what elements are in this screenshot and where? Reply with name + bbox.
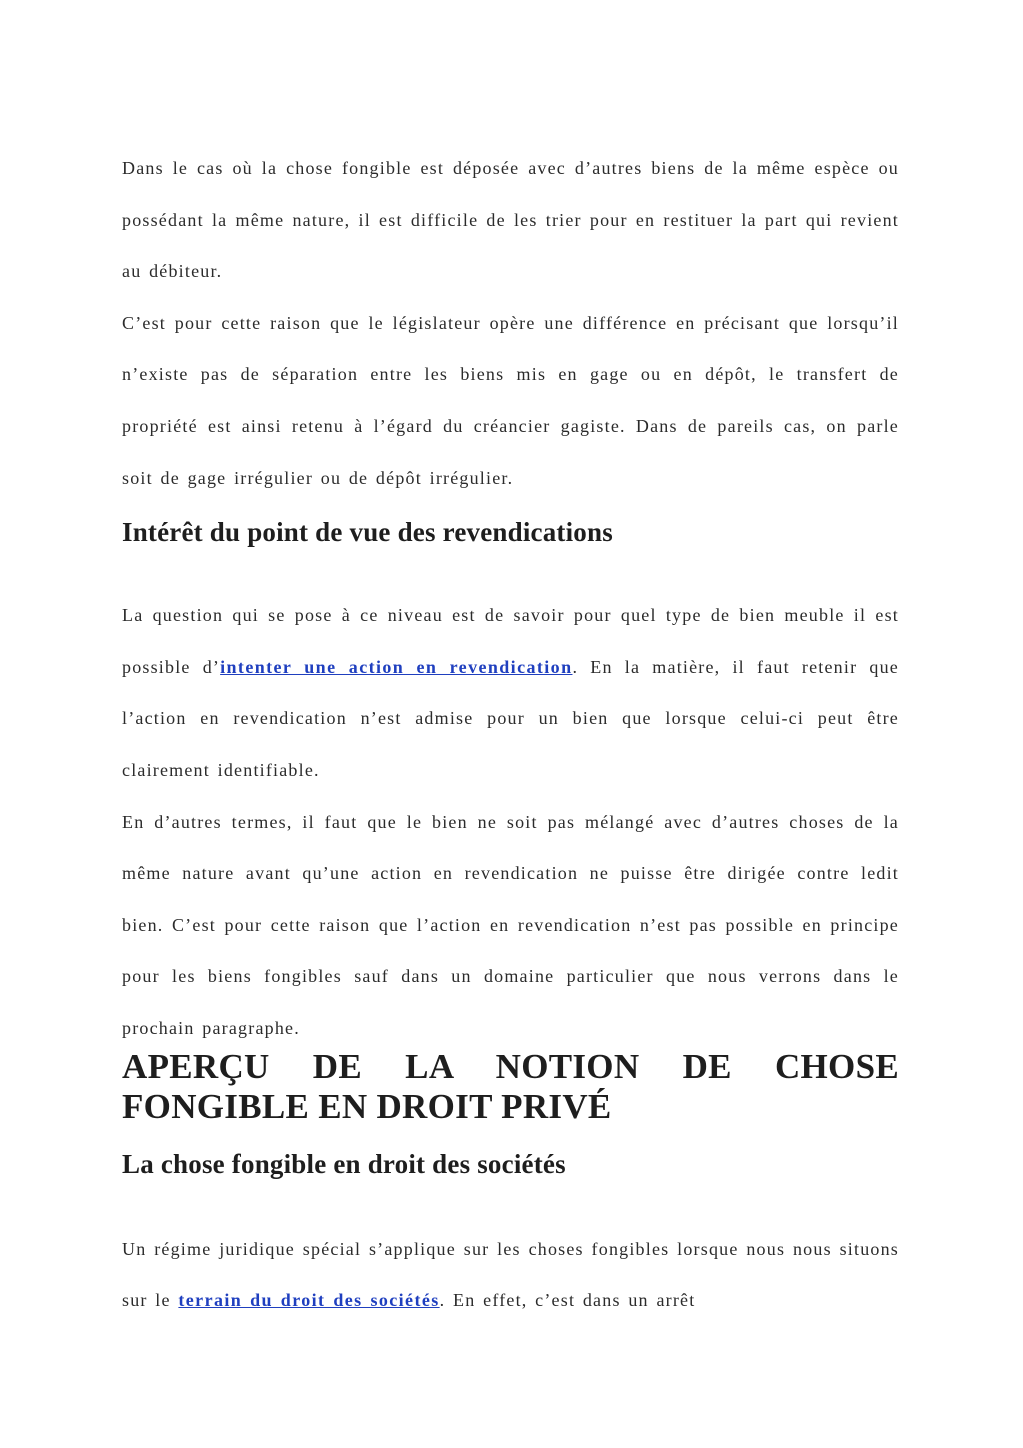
paragraph-other-terms: En d’autres termes, il faut que le bien ne soit pas mélangé avec d’autres choses de la même nature avant qu’une action en revendication ne puisse être dirigée contre ledit bien. C’est pour cette raison que l’action en revendication n’est pas possible en principe pour les biens fongibles sauf dans un domaine particulier que nous verrons dans le prochain paragraphe.	[122, 811, 899, 1038]
link-action-revendication[interactable]: intenter une action en revendication	[220, 656, 573, 677]
paragraph-text: La question qui se pose à ce niveau est de savoir pour quel type de bien meuble il est possible d’	[122, 605, 899, 677]
paragraph-text: . En effet, c’est dans un arrêt	[439, 1290, 696, 1311]
heading-droit-societes: La chose fongible en droit des sociétés	[122, 1148, 566, 1179]
paragraph-text: . En la matière, il faut retenir que l’action en revendication n’est admise pour un bien que lorsque celui-ci peut être clairement identifiable.	[122, 656, 899, 780]
heading-revendications: Intérêt du point de vue des revendications	[122, 517, 613, 548]
paragraph-regime-juridique	[122, 1224, 899, 1327]
heading-apercu-notion: APERÇU DE LA NOTION DE CHOSE FONGIBLE EN DROIT PRIVÉ	[122, 1046, 899, 1126]
paragraph-fungible-deposit: Dans le cas où la chose fongible est déposée avec d’autres biens de la même espèce ou possédant la même nature, il est difficile de les trier pour en restituer la part qui revient au débiteur.	[122, 158, 899, 282]
link-droit-societes[interactable]: terrain du droit des sociétés	[178, 1290, 440, 1311]
document-page	[122, 143, 899, 1327]
paragraph-text: Un régime juridique spécial s’applique sur les choses fongibles lorsque nous nous situons sur le	[122, 1238, 899, 1311]
paragraph-question-revendication	[122, 590, 899, 796]
paragraph-legislator-difference: C’est pour cette raison que le législateur opère une différence en précisant que lorsqu’il n’existe pas de séparation entre les biens mis en gage ou en dépôt, le transfert de propriété est ainsi retenu à l’égard du créancier gagiste. Dans de pareils cas, on parle soit de gage irrégulier ou de dépôt irrégulier.	[122, 312, 899, 488]
